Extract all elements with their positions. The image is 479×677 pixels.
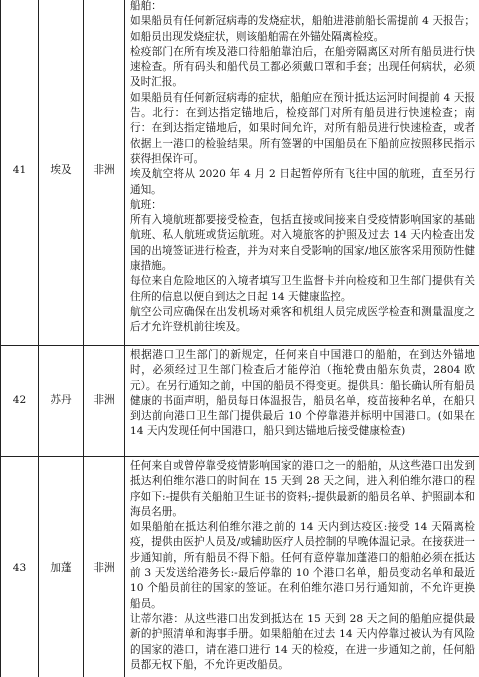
regulation-text — [125, 346, 479, 457]
country-name: 加蓬 — [39, 457, 84, 677]
text-line: 如果船员有任何新冠病毒的症状，船舶应在预计抵达运河时间提前 4 天报告。北行：在到达指定锚地后，检疫部门对所有船员进行快速检查；南行：在到达指定锚地后，如果时间允许，对所有船员进行快速检查，或者依据上一港口的检验结果。所有签署的中国船员在下船前应按照移民指示获得担保许可。 — [130, 91, 475, 165]
text-line: 航班： — [130, 198, 162, 211]
country-name: 埃及 — [39, 0, 84, 346]
text-line: 所有入境航班都要接受检查，包括直接或间接来自受疫情影响国家的基础航班、私人航班或货运航班。对入境旅客的护照及过去 14 天内检查出发国的出境签证进行检查，并为对来自受影响的国家/地区旅客采用预防性健康措施。 — [130, 214, 475, 273]
text-line: 船舶： — [130, 0, 162, 12]
text-line: 如果船舶在抵达利伯维尔港之前的 14 天内到达疫区:接受 14 天隔离检疫，提供由医护人员及/或辅助医疗人员控制的早晚体温记录。在接获进一步通知前，所有船员不得下船。任何有意停靠加蓬港口的船舶必须在抵达前 3 天发送给港务长:-最后停靠的 10 个港口名单，船员变动名单和最近 10 个船员前往的国家的签证。在利伯维尔港口另行通知前，不允许更换船员。 — [130, 521, 475, 610]
table-row — [1, 0, 479, 346]
row-number: 41 — [1, 0, 39, 346]
text-line: 根据港口卫生部门的新规定，任何来自中国港口的船舶，在到达外锚地时，必须经过卫生部门检查后才能停泊（拖轮费由船东负责，2804 欧元）。在另行通知之前，中国的船员不得变更。提供具：船长确认所有船员健康的书面声明，船员每日体温报告，船员名单，疫苗接种名单，在船只到达前向港口卫生部门提供最后 10 个停靠港并标明中国港口。(如果在 14 天内发现任何中国港口，船只到达锚地后接受健康检查) — [130, 349, 475, 438]
region-name: 非洲 — [84, 346, 125, 457]
regulation-text — [125, 0, 479, 346]
region-name: 非洲 — [84, 457, 125, 677]
table-row — [1, 346, 479, 457]
table-row — [1, 457, 479, 677]
text-line: 如果船员有任何新冠病毒的发烧症状，船舶进港前船长需提前 4 天报告；如船员出现发烧症状，则该船舶需在外锚处隔离检疫。 — [130, 15, 475, 43]
text-line: 让蒂尔港：从这些港口出发到抵达在 15 天到 28 天之间的船舶应提供最新的护照清单和海事手册。如果船舶在过去 14 天内停靠过被认为有风险的国家的港口，请在港口进行 14 天的检疫，在进一步通知之前，任何船员都无权下船，不允许更改船员。 — [130, 612, 475, 671]
text-line: 航空公司应确保在出发机场对乘客和机组人员完成医学检查和测量温度之后才允许登机前往埃及。 — [130, 305, 475, 334]
row-number: 42 — [1, 346, 39, 457]
text-line: 埃及航空将从 2020 年 4 月 2 日起暂停所有飞往中国的航班，直至另行通知。 — [130, 168, 475, 196]
text-line: 每位来自危险地区的入境者填写卫生监督卡并向检疫和卫生部门提供有关住所的信息以便自到达之日起 14 天健康监控。 — [130, 275, 475, 303]
region-name: 非洲 — [84, 0, 125, 346]
regulation-text — [125, 457, 479, 677]
country-name: 苏丹 — [39, 346, 84, 457]
text-line: 检疫部门在所有埃及港口待船舶靠泊后，在船旁隔离区对所有船员进行快速检查。所有码头和船代员工都必须戴口罩和手套；出现任何病状，必须及时汇报。 — [130, 45, 475, 89]
text-line: 任何来自或曾停靠受疫情影响国家的港口之一的船舶，从这些港口出发到抵达利伯维尔港口的时间在 15 天到 28 天之间，进入利伯维尔港口的程序如下:-提供有关船舶卫生证书的资料;-提供最新的船员名单、护照副本和海员名册。 — [130, 460, 475, 518]
row-number: 43 — [1, 457, 39, 677]
